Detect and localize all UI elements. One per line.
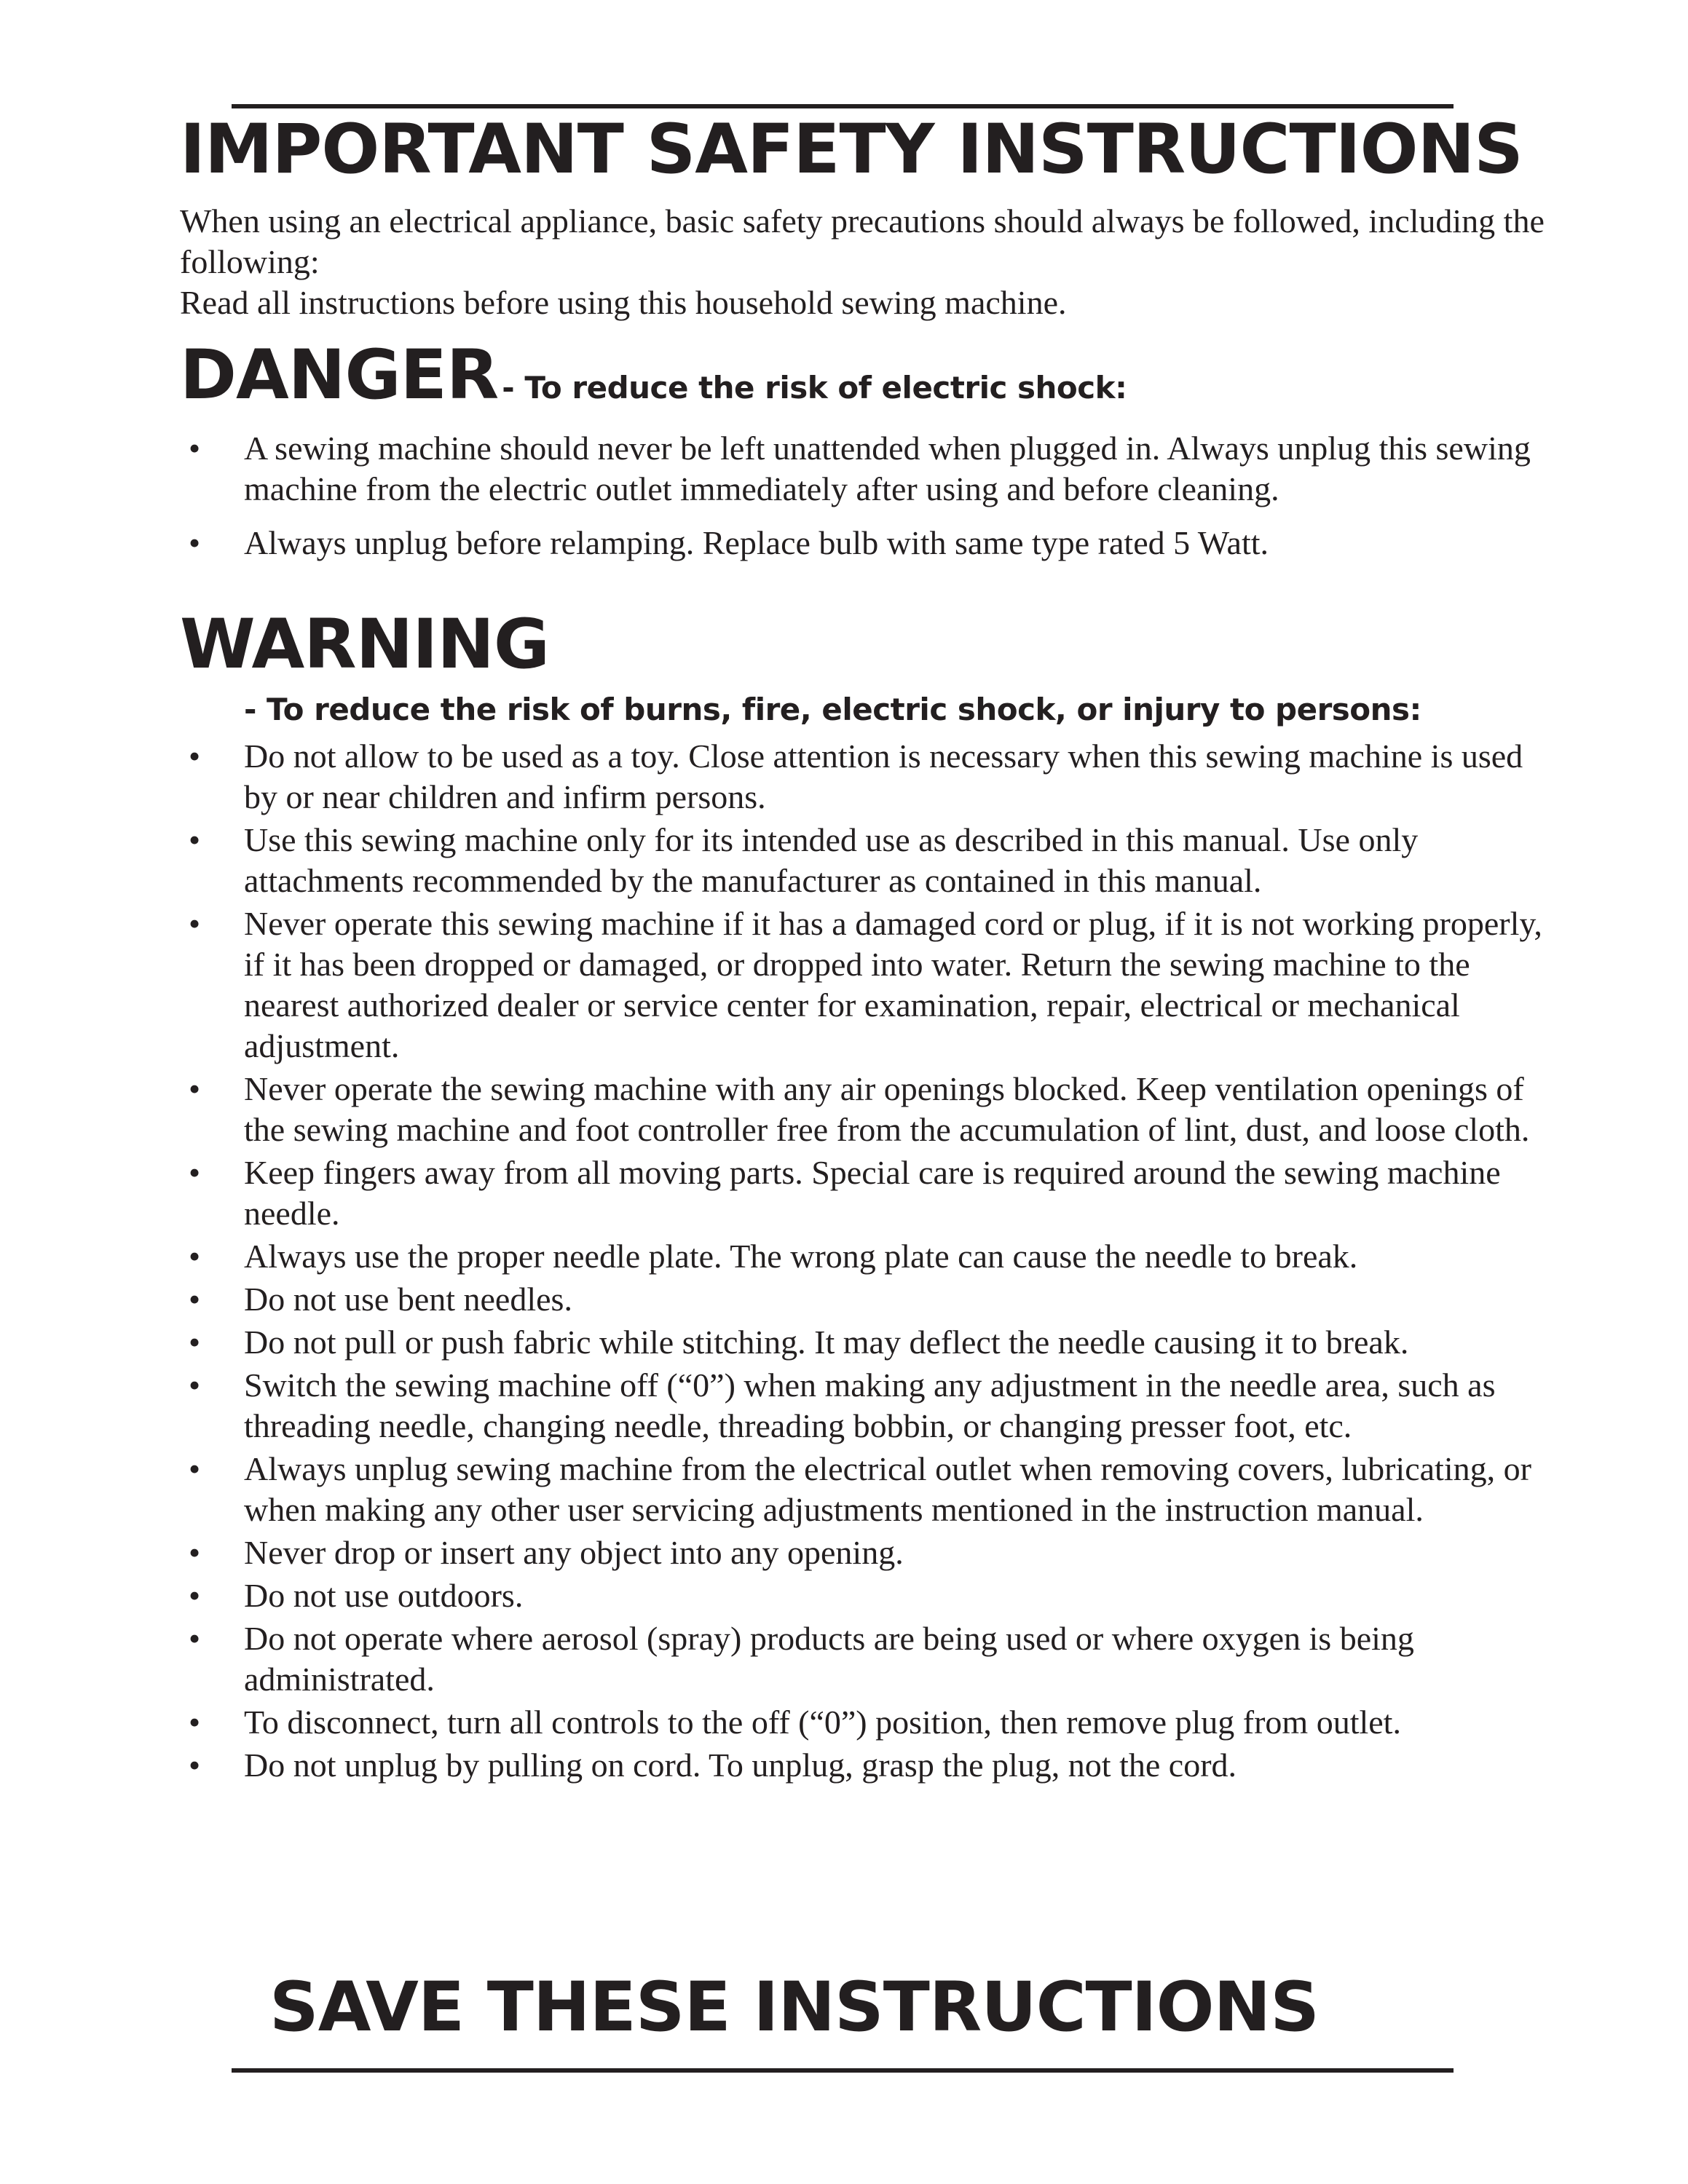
bullet-icon: •	[189, 1620, 201, 1657]
bullet-icon: •	[189, 1324, 201, 1361]
bullet-icon: •	[189, 430, 201, 467]
list-item-text: Keep fingers away from all moving parts. Special care is required around the sewing machine needle.	[244, 1154, 1501, 1232]
list-item-text: To disconnect, turn all controls to the off (“0”) position, then remove plug from outlet.	[244, 1704, 1401, 1741]
bullet-icon: •	[189, 737, 201, 775]
list-item	[180, 523, 1549, 563]
save-instructions-footer: SAVE THESE INSTRUCTIONS	[269, 1968, 1319, 2047]
bullet-icon: •	[189, 1281, 201, 1318]
bullet-icon: •	[189, 524, 201, 561]
bullet-icon: •	[189, 1577, 201, 1614]
bullet-icon: •	[189, 1238, 201, 1275]
list-item-text: Use this sewing machine only for its intended use as described in this manual. Use only attachments recommended by the manufacturer as contained in this manual.	[244, 821, 1419, 899]
danger-subtitle: - To reduce the risk of electric shock:	[502, 370, 1127, 405]
list-item-text: Never operate the sewing machine with any air openings blocked. Keep ventilation openings of the sewing machine and foot controller free from the accumulation of lint, dust, and loose cloth.	[244, 1070, 1530, 1148]
list-item	[180, 736, 1549, 818]
list-item-text: A sewing machine should never be left unattended when plugged in. Always unplug this sewing machine from the electric outlet immediately after using and before cleaning.	[244, 430, 1531, 507]
intro-line-1: When using an electrical appliance, basic safety precautions should always be followed, including the following:	[180, 202, 1545, 280]
danger-heading	[180, 338, 1127, 413]
list-item-text: Do not use bent needles.	[244, 1281, 572, 1318]
list-item	[180, 1702, 1549, 1743]
list-item	[180, 1575, 1549, 1616]
list-item	[180, 1069, 1549, 1150]
list-item	[180, 1449, 1549, 1530]
list-item-text: Always use the proper needle plate. The wrong plate can cause the needle to break.	[244, 1238, 1358, 1275]
list-item-text: Do not pull or push fabric while stitching. It may deflect the needle causing it to break.	[244, 1324, 1409, 1361]
warning-heading	[180, 607, 549, 682]
list-item	[180, 428, 1549, 510]
list-item	[180, 903, 1549, 1067]
top-rule	[232, 104, 1454, 108]
intro-paragraph	[180, 201, 1563, 323]
bullet-icon: •	[189, 821, 201, 858]
list-item	[180, 1532, 1549, 1573]
bullet-icon: •	[189, 1450, 201, 1487]
warning-list	[180, 736, 1549, 1786]
list-item	[180, 1152, 1549, 1234]
bullet-icon: •	[189, 1366, 201, 1404]
list-item-text: Do not allow to be used as a toy. Close attention is necessary when this sewing machine is used by or near children and infirm persons.	[244, 737, 1523, 815]
list-item-text: Always unplug before relamping. Replace bulb with same type rated 5 Watt.	[244, 524, 1269, 561]
danger-title: DANGER	[180, 336, 499, 415]
list-item	[180, 1618, 1549, 1700]
list-item-text: Never drop or insert any object into any opening.	[244, 1534, 904, 1571]
list-item	[180, 1745, 1549, 1786]
list-item-text: Do not operate where aerosol (spray) products are being used or where oxygen is being administrated.	[244, 1620, 1414, 1698]
list-item	[180, 1279, 1549, 1320]
warning-title: WARNING	[180, 605, 550, 684]
intro-line-2: Read all instructions before using this household sewing machine.	[180, 284, 1067, 321]
bullet-icon: •	[189, 905, 201, 942]
list-item	[180, 1322, 1549, 1363]
bottom-rule	[232, 2068, 1454, 2073]
list-item	[180, 1365, 1549, 1447]
bullet-icon: •	[189, 1534, 201, 1571]
list-item-text: Do not unplug by pulling on cord. To unplug, grasp the plug, not the cord.	[244, 1746, 1237, 1784]
list-item-text: Switch the sewing machine off (“0”) when making any adjustment in the needle area, such as threading needle, changing needle, threading bobbin, or changing presser foot, etc.	[244, 1366, 1496, 1444]
bullet-icon: •	[189, 1746, 201, 1784]
bullet-icon: •	[189, 1070, 201, 1107]
bullet-icon: •	[189, 1154, 201, 1191]
list-item-text: Do not use outdoors.	[244, 1577, 524, 1614]
list-item-text: Always unplug sewing machine from the electrical outlet when removing covers, lubricating, or when making any other user servicing adjustments mentioned in the instruction manual.	[244, 1450, 1531, 1528]
list-item-text: Never operate this sewing machine if it has a damaged cord or plug, if it is not working properly, if it has been dropped or damaged, or dropped into water. Return the sewing machine to the nearest authorized dealer or service center for examination, repair, electrical or mechanical adjustment.	[244, 905, 1542, 1064]
bullet-icon: •	[189, 1704, 201, 1741]
warning-subtitle: - To reduce the risk of burns, fire, electric shock, or injury to persons:	[244, 692, 1421, 727]
danger-list	[180, 428, 1549, 563]
list-item	[180, 1236, 1549, 1277]
page-title: IMPORTANT SAFETY INSTRUCTIONS	[180, 110, 1523, 189]
list-item	[180, 820, 1549, 901]
